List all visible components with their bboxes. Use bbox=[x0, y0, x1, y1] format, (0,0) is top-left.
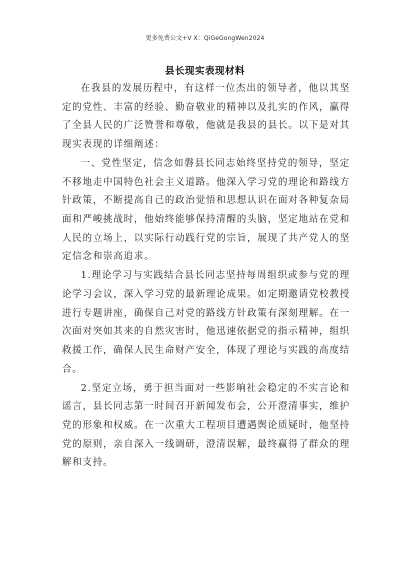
header-note: 更多免费公文+V X：QiGeGongWen2024 bbox=[145, 35, 265, 42]
paragraph-section-1: 一、党性坚定，信念如磐县长同志始终坚持党的领导，坚定不移地走中国特色社会主义道路。他深入学习党的理论和路线方针政策，不断提高自己的政治觉悟和思想认识在面对各种复杂局面和严峻挑战时，他始终能够保持清醒的头脑，坚定地站在党和人民的立场上，以实际行动践行党的宗旨，展现了共产党人的坚定信念和崇高追求。 bbox=[62, 157, 350, 263]
paragraph-intro: 在我县的发展历程中，有这样一位杰出的领导者，他以其坚定的党性、丰富的经验、勤奋敬业的精神以及扎实的作风，赢得了全县人民的广泛赞誉和尊敬，他就是我县的县长。以下是对其现实表现的详细阐述： bbox=[62, 83, 350, 151]
document-title: 县长现实表现材料 bbox=[164, 66, 245, 77]
document-body bbox=[62, 80, 350, 473]
paragraph-item-1: 1.理论学习与实践结合县长同志坚持每周组织或参与党的理论学习会议，深入学习党的最新理论成果。如定期邀请党校教授进行专题讲座，确保自己对党的路线方针政策有深刻理解。在一次面对突如其来的自然灾害时，他迅速依据党的指示精神，组织救援工作，确保人民生命财产安全，体现了理论与实践的高度结合。 bbox=[62, 270, 350, 375]
paragraph-item-2: 2.坚定立场，勇于担当面对一些影响社会稳定的不实言论和谣言，县长同志第一时间召开新闻发布会，公开澄清事实，维护党的形象和权威。在一次重大工程项目遭遇舆论质疑时，他坚持党的原则，亲自深入一线调研，澄清误解，最终赢得了群众的理解和支持。 bbox=[62, 382, 350, 469]
